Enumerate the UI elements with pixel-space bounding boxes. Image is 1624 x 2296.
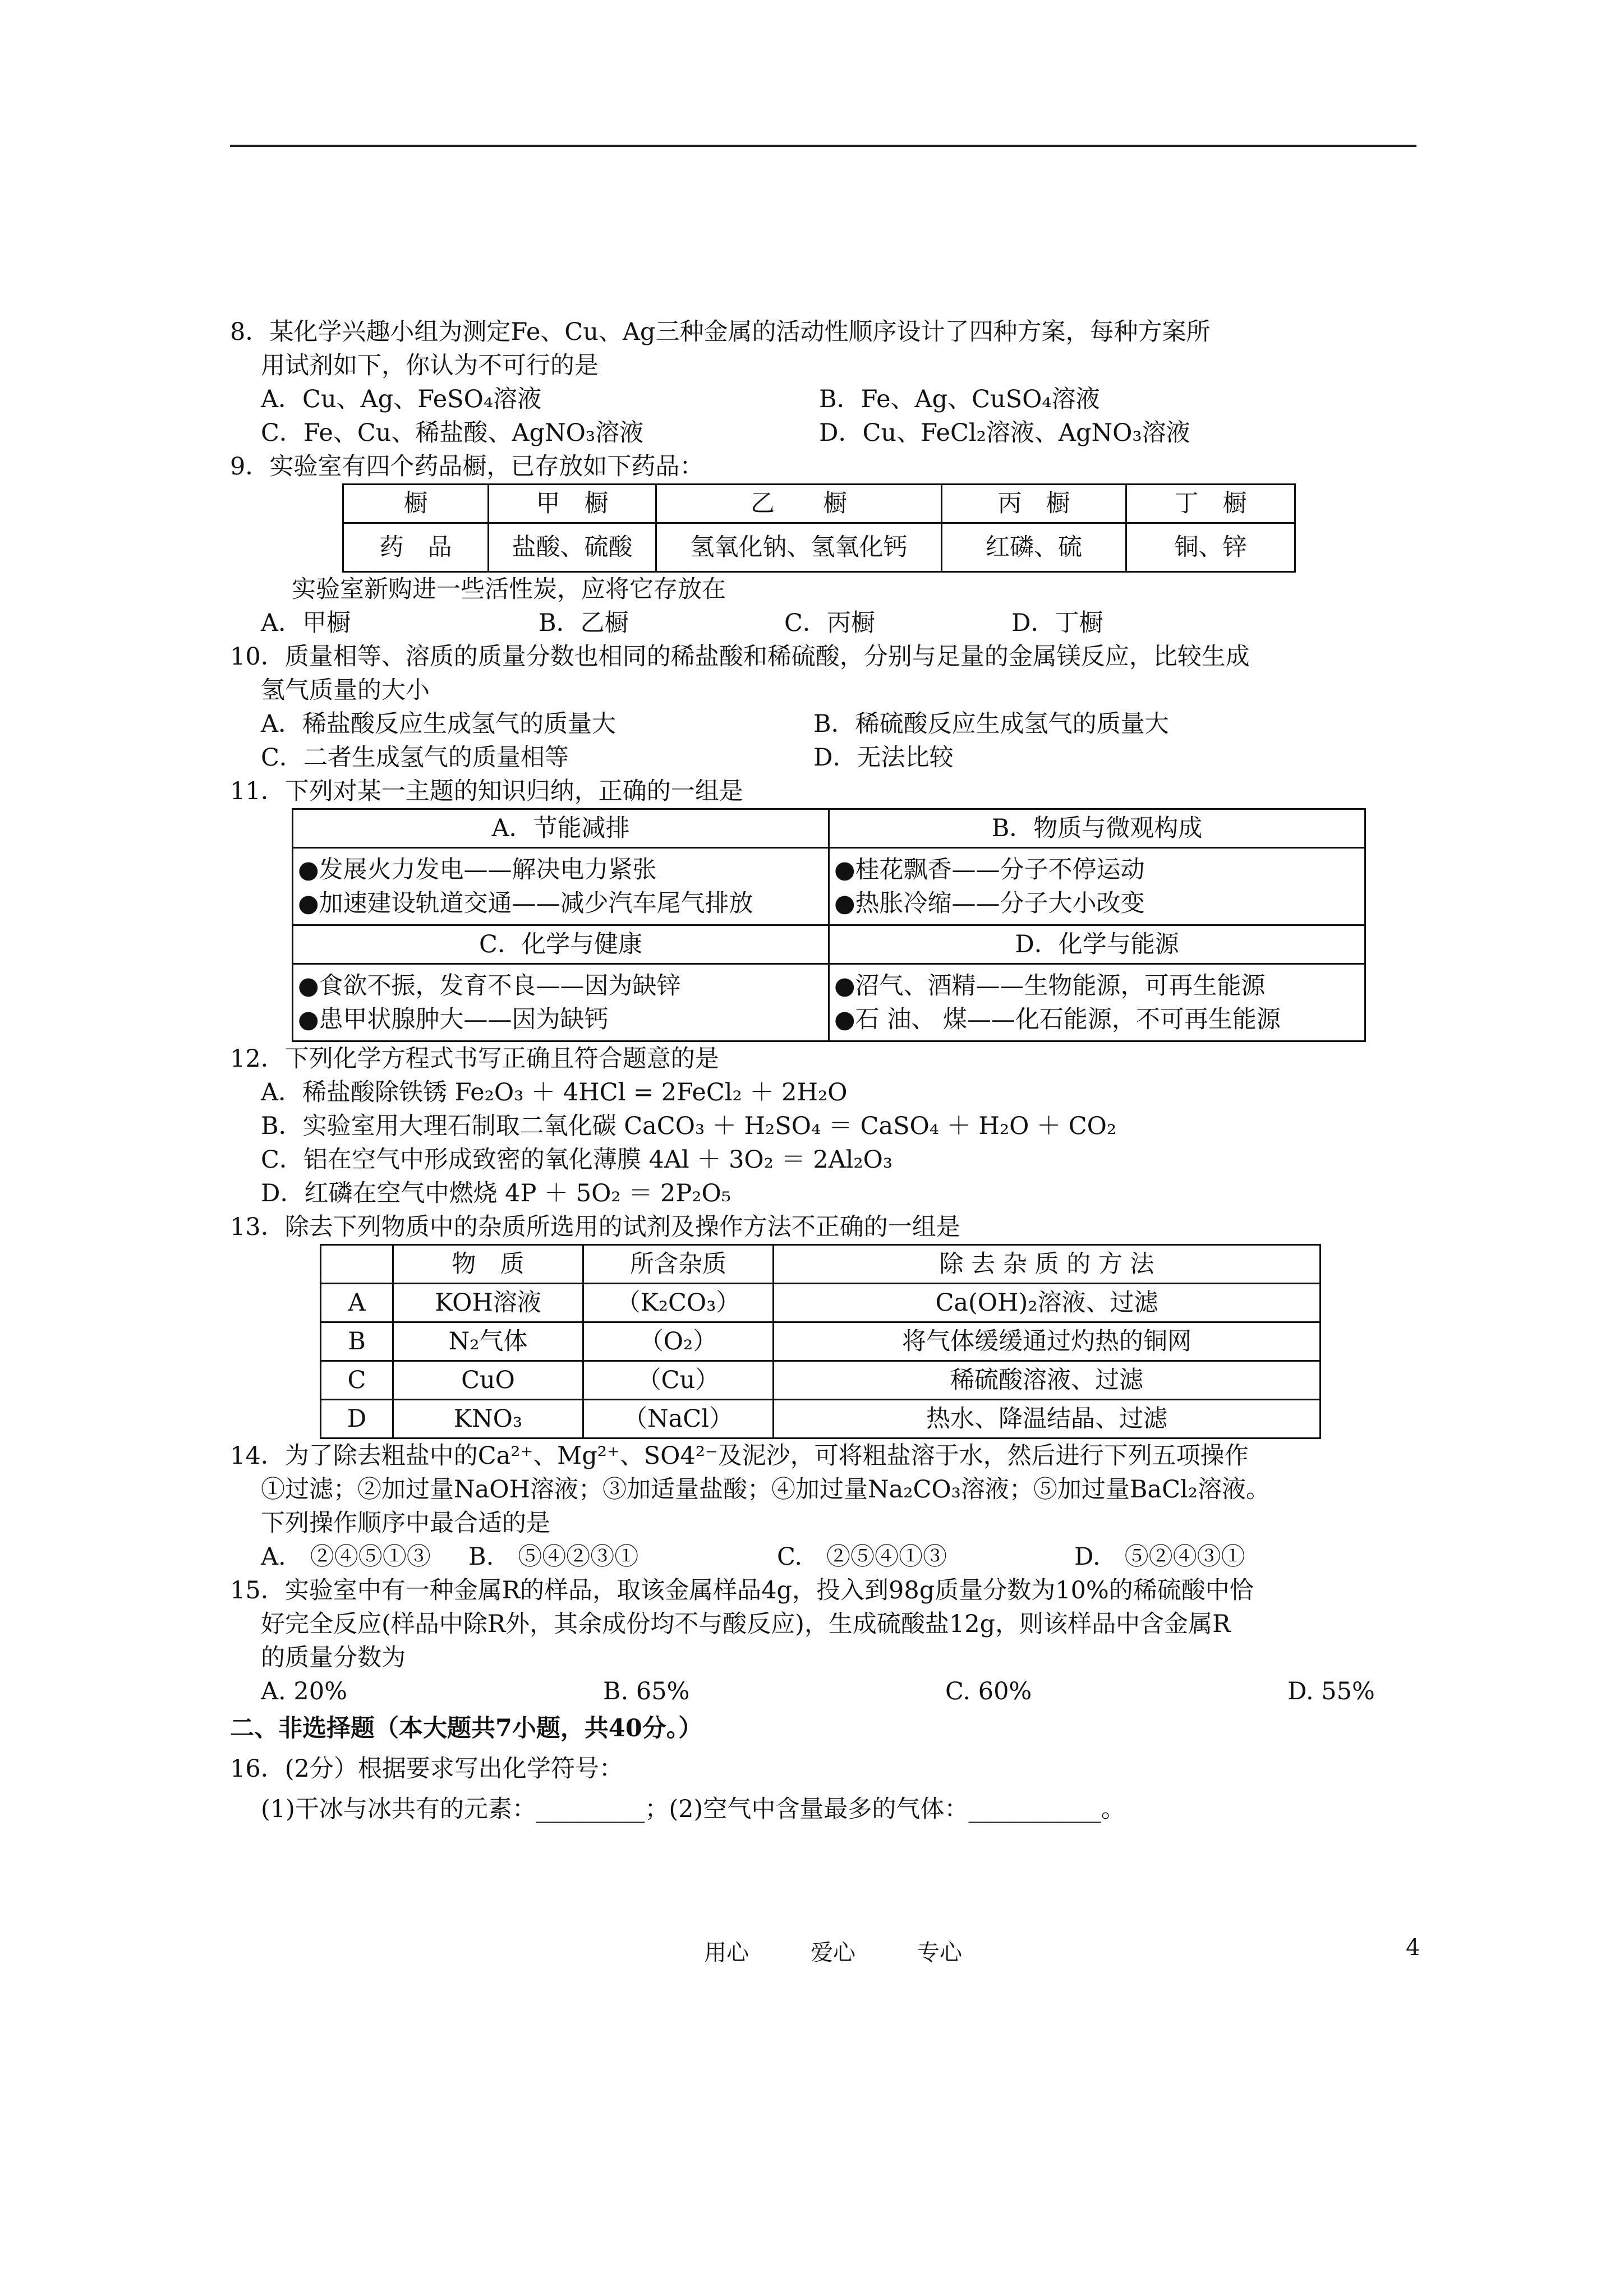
q12-stem: 12．下列化学方程式书写正确且符合题意的是 [230, 1045, 719, 1073]
table-row [321, 1322, 1321, 1361]
q12-option-c: C．铝在空气中形成致密的氧化薄膜 4Al ＋ 3O₂ ＝ 2Al₂O₃ [261, 1146, 893, 1174]
table-cell: CuO [393, 1361, 583, 1400]
table-cell: 丁 橱 [1126, 485, 1295, 523]
footer-motto [704, 1935, 1024, 1967]
table-cell: 稀硫酸溶液、过滤 [774, 1361, 1321, 1400]
table-cell: 乙 橱 [656, 485, 942, 523]
q10-option-a: A．稀盐酸反应生成氢气的质量大 [261, 710, 617, 738]
q8-option-c: C．Fe、Cu、稀盐酸、AgNO₃溶液 [261, 419, 644, 447]
exam-content [230, 315, 1425, 1826]
q15-option-a: A. 20% [261, 1677, 347, 1705]
table-row [293, 809, 1365, 848]
table-cell: A．节能减排 [293, 809, 829, 848]
q11-a-item-2: ●加速建设轨道交通——减少汽车尾气排放 [298, 889, 753, 918]
q11-stem: 11．下列对某一主题的知识归纳，正确的一组是 [230, 777, 743, 805]
q12-option-b: B．实验室用大理石制取二氧化碳 CaCO₃ ＋ H₂SO₄ ＝ CaSO₄ ＋ H₂O ＋ CO₂ [261, 1112, 1117, 1140]
q11-c-item-1: ●食欲不振，发育不良——因为缺锌 [298, 971, 681, 1000]
table-cell: D．化学与能源 [829, 925, 1365, 964]
q11-d-item-1: ●沼气、酒精——生物能源，可再生能源 [834, 971, 1266, 1000]
table-cell: 药 品 [343, 523, 489, 572]
table-cell [829, 848, 1365, 925]
q8-option-b: B．Fe、Ag、CuSO₄溶液 [819, 385, 1100, 413]
table-cell [321, 1245, 393, 1284]
table-cell: B [321, 1322, 393, 1361]
q10-options-row1 [230, 707, 1425, 741]
q10-stem: 10．质量相等、溶质的质量分数也相同的稀盐酸和稀硫酸，分别与足量的金属镁反应，比较生成 [230, 643, 1250, 671]
table-row [293, 964, 1365, 1041]
q10-options-row2 [230, 741, 1425, 774]
table-row [293, 925, 1365, 964]
table-cell: 丙 橱 [942, 485, 1126, 523]
page-number: 4 [1406, 1935, 1420, 1961]
q15-option-d: D. 55% [1287, 1677, 1375, 1705]
table-cell: （Cu） [583, 1361, 774, 1400]
table-cell: B．物质与微观构成 [829, 809, 1365, 848]
table-cell: 盐酸、硫酸 [489, 523, 656, 572]
q9-option-c: C．丙橱 [784, 609, 875, 637]
table-cell: （NaCl） [583, 1400, 774, 1439]
q8-options-row1 [230, 382, 1425, 416]
q13-impurity-table [320, 1244, 1321, 1439]
table-cell: （K₂CO₃） [583, 1284, 774, 1322]
section-heading: 二、非选择题（本大题共7小题，共40分。） [230, 1714, 703, 1742]
table-row [321, 1284, 1321, 1322]
table-cell: D [321, 1400, 393, 1439]
q11-b-item-1: ●桂花飘香——分子不停运动 [834, 855, 1145, 884]
table-row [321, 1400, 1321, 1439]
q11-b-item-2: ●热胀冷缩——分子大小改变 [834, 889, 1145, 918]
table-row [321, 1245, 1321, 1284]
q8-option-a: A．Cu、Ag、FeSO₄溶液 [261, 385, 542, 413]
q15-options [230, 1675, 1425, 1708]
q14-options [230, 1540, 1425, 1574]
table-cell: 物 质 [393, 1245, 583, 1284]
q14-question: 下列操作顺序中最合适的是 [261, 1509, 550, 1537]
table-cell [293, 964, 829, 1041]
q12-option-d: D．红磷在空气中燃烧 4P ＋ 5O₂ ＝ 2P₂O₅ [261, 1179, 731, 1207]
table-cell: 所含杂质 [583, 1245, 774, 1284]
q13-stem: 13．除去下列物质中的杂质所选用的试剂及操作方法不正确的一组是 [230, 1213, 960, 1241]
table-cell: 热水、降温结晶、过滤 [774, 1400, 1321, 1439]
table-cell: 红磷、硫 [942, 523, 1126, 572]
table-cell: C．化学与健康 [293, 925, 829, 964]
q9-option-a: A．甲橱 [261, 609, 351, 637]
q9-question: 实验室新购进一些活性炭，应将它存放在 [292, 575, 726, 603]
table-cell: A [321, 1284, 393, 1322]
q9-options [230, 606, 1425, 640]
table-cell: 氢氧化钠、氢氧化钙 [656, 523, 942, 572]
table-cell: 甲 橱 [489, 485, 656, 523]
q11-d-item-2: ●石 油、 煤——化石能源，不可再生能源 [834, 1005, 1281, 1034]
footer-word: 用心 [704, 1940, 749, 1966]
table-cell: 除 去 杂 质 的 方 法 [774, 1245, 1321, 1284]
q16-stem: 16．(2分）根据要求写出化学符号： [230, 1755, 623, 1783]
header-rule [230, 145, 1416, 147]
q10-option-b: B．稀硫酸反应生成氢气的质量大 [813, 710, 1169, 738]
q15-stem: 15．实验室中有一种金属R的样品，取该金属样品4g，投入到98g质量分数为10%的稀硫酸中恰 [230, 1576, 1254, 1605]
table-cell [293, 848, 829, 925]
q14-stem: 14．为了除去粗盐中的Ca²⁺、Mg²⁺、SO4²⁻及泥沙，可将粗盐溶于水，然后进行下列五项操作 [230, 1442, 1249, 1470]
table-cell: 将气体缓缓通过灼热的铜网 [774, 1322, 1321, 1361]
q8-stem-cont: 用试剂如下，你认为不可行的是 [261, 352, 599, 380]
q8-option-d: D．Cu、FeCl₂溶液、AgNO₃溶液 [819, 419, 1190, 447]
q15-option-c: C. 60% [945, 1677, 1032, 1705]
table-row [293, 848, 1365, 925]
table-row [343, 523, 1295, 572]
footer-word: 爱心 [811, 1940, 855, 1966]
table-cell: 铜、锌 [1126, 523, 1295, 572]
table-cell: C [321, 1361, 393, 1400]
table-cell: （O₂） [583, 1322, 774, 1361]
q10-option-c: C．二者生成氢气的质量相等 [261, 744, 569, 772]
q12-option-a: A．稀盐酸除铁锈 Fe₂O₃ ＋ 4HCl = 2FeCl₂ ＋ 2H₂O [261, 1078, 848, 1106]
table-cell: KNO₃ [393, 1400, 583, 1439]
q15-stem-end: 的质量分数为 [261, 1644, 406, 1672]
q9-option-b: B．乙橱 [539, 609, 629, 637]
q14-option-b: B. ⑤④②③① [468, 1543, 639, 1571]
q10-stem-cont: 氢气质量的大小 [261, 676, 430, 704]
q14-steps: ①过滤；②加过量NaOH溶液；③加适量盐酸；④加过量Na₂CO₃溶液；⑤加过量BaCl₂溶液。 [261, 1476, 1271, 1504]
q9-cabinet-table [342, 483, 1296, 573]
table-row [321, 1361, 1321, 1400]
q11-c-item-2: ●患甲状腺肿大——因为缺钙 [298, 1005, 609, 1034]
q15-option-b: B. 65% [603, 1677, 690, 1705]
q14-option-c: C. ②⑤④①③ [777, 1543, 947, 1571]
table-cell: KOH溶液 [393, 1284, 583, 1322]
q8-stem: 8．某化学兴趣小组为测定Fe、Cu、Ag三种金属的活动性顺序设计了四种方案，每种方案所 [230, 318, 1211, 346]
table-cell: Ca(OH)₂溶液、过滤 [774, 1284, 1321, 1322]
q14-option-d: D. ⑤②④③① [1074, 1543, 1245, 1571]
table-cell: N₂气体 [393, 1322, 583, 1361]
footer-word: 专心 [917, 1940, 962, 1966]
q15-stem-cont: 好完全反应(样品中除R外，其余成份均不与酸反应)，生成硫酸盐12g，则该样品中含金属R [261, 1610, 1231, 1638]
q10-option-d: D．无法比较 [813, 744, 954, 772]
q8-options-row2 [230, 416, 1425, 450]
q9-stem: 9．实验室有四个药品橱，已存放如下药品： [230, 453, 704, 481]
q11-a-item-1: ●发展火力发电——解决电力紧张 [298, 855, 657, 884]
table-row [343, 485, 1295, 523]
q11-knowledge-table [292, 808, 1366, 1042]
q16-blanks: (1)干冰与冰共有的元素：_________；(2)空气中含量最多的气体：___________。 [261, 1795, 1125, 1823]
table-cell: 橱 [343, 485, 489, 523]
q14-option-a: A. ②④⑤①③ [261, 1543, 431, 1571]
table-cell [829, 964, 1365, 1041]
q9-option-d: D．丁橱 [1011, 609, 1103, 637]
